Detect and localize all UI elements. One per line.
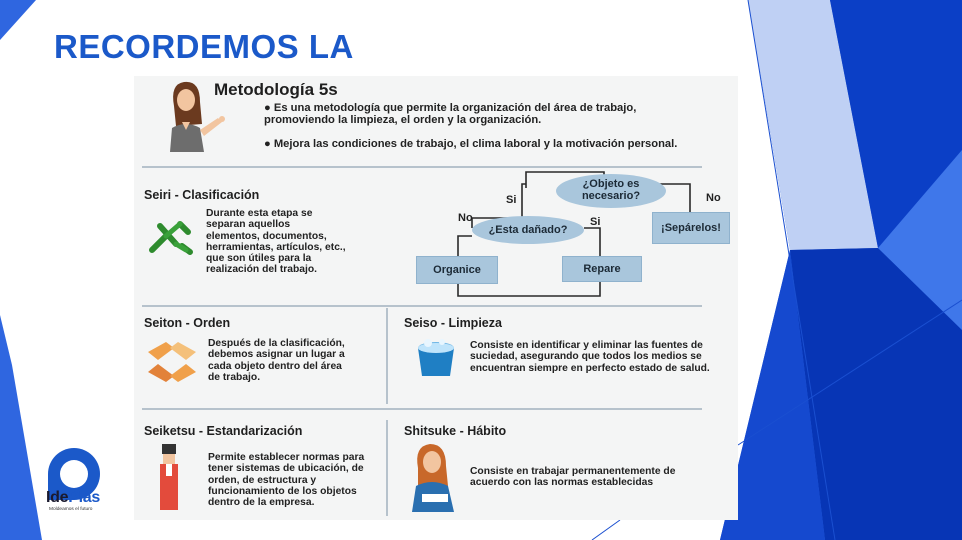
seiso-text: Consiste en identificar y eliminar las fuentes de suciedad, asegurando que todos los medios se encuentran siempre en perfecto estado de salud.	[470, 340, 710, 374]
infographic-5s	[134, 76, 738, 520]
divider	[386, 308, 388, 404]
seiton-title: Seiton - Orden	[144, 316, 231, 330]
infographic-title: Metodología 5s	[214, 80, 338, 99]
seiri-title: Seiri - Clasificación	[144, 188, 260, 202]
bucket-icon	[414, 336, 460, 380]
flow-question-necessary-label: ¿Objeto es necesario?	[581, 178, 641, 202]
slide-title: RECORDEMOS LA	[54, 28, 354, 65]
flow-action-separate-label: ¡Sepárelos!	[661, 222, 721, 234]
flow-question-damaged	[472, 216, 584, 244]
divider	[142, 408, 702, 410]
divider	[386, 420, 388, 516]
flow-action-organize	[416, 256, 498, 284]
ideplas-logo-text	[46, 489, 100, 507]
logo-tagline: Moldeamos el futuro	[49, 507, 93, 512]
flow-yes-label-1: Si	[506, 194, 517, 206]
divider	[142, 305, 702, 307]
flow-yes-label-2: Si	[590, 216, 601, 228]
flow-action-repair	[562, 256, 642, 282]
bullet-2: ● Mejora las condiciones de trabajo, el clima laboral y la motivación personal.	[264, 138, 678, 150]
flow-question-necessary	[556, 174, 666, 208]
seiri-text: Durante esta etapa se separan aquellos elementos, documentos, herramientas, artículos, etc., que son útiles para la realización del trabajo.	[206, 208, 346, 276]
flow-action-separate	[652, 212, 730, 244]
flow-action-organize-label: Organice	[433, 264, 481, 276]
flow-no-label-2: No	[458, 212, 473, 224]
flow-action-repair-label: Repare	[583, 263, 621, 275]
shitsuke-title: Shitsuke - Hábito	[404, 424, 507, 438]
bullet-1: ● Es una metodología que permite la organización del área de trabajo, promoviendo la limpieza, el orden y la organización.	[264, 102, 637, 127]
seiketsu-text: Permite establecer normas para tener sistemas de ubicación, de orden, de estructura y funcionamiento de los objetos dentro de la empresa.	[208, 452, 365, 509]
worker-icon	[156, 444, 182, 510]
logo-name-plas: Plas	[68, 489, 100, 506]
flow-no-label-1: No	[706, 192, 721, 204]
flow-question-damaged-label: ¿Esta dañado?	[488, 224, 568, 236]
seiketsu-title: Seiketsu - Estandarización	[144, 424, 303, 438]
seiton-text: Después de la clasificación, debemos asignar un lugar a cada objeto dentro del área de trabajo.	[208, 338, 345, 383]
hands-icon	[144, 338, 200, 386]
seiso-title: Seiso - Limpieza	[404, 316, 502, 330]
shitsuke-text: Consiste en trabajar permanentemente de acuerdo con las normas establecidas	[470, 466, 676, 489]
logo-name-ide: Ide	[46, 489, 69, 506]
woman-writing-icon	[404, 442, 460, 512]
